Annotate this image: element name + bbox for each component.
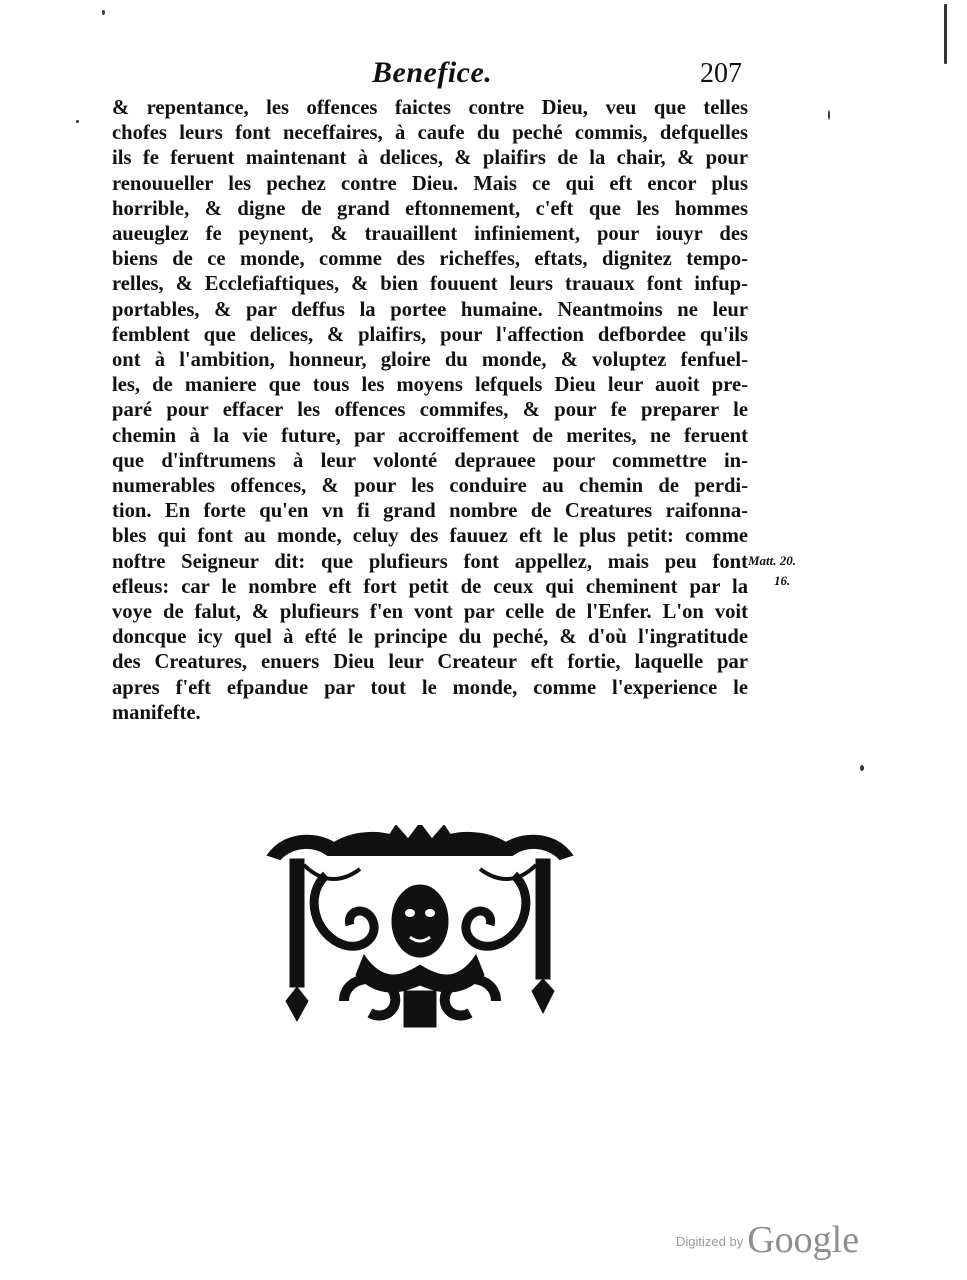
text-line: bles qui font au monde, celuy des fauuez eft le plus petit: comme [112,525,748,548]
digitized-by-google-watermark [676,1218,859,1262]
text-line: portables, & par deffus la portee humaine. Neantmoins ne leur [112,298,748,321]
text-line: femblent que delices, & plaifirs, pour l'affection defbordee qu'ils [112,323,748,346]
citation-line: 16. [774,573,791,588]
text-line: voye de falut, & plufieurs f'en vont par celle de l'Enfer. L'on voit [112,601,748,624]
google-logo: Google [747,1219,860,1261]
scan-speck [102,10,105,15]
text-line: les, de maniere que tous les moyens lefquels Dieu leur auoit pre- [112,374,748,397]
text-line: paré pour effacer les offences commifes, & pour fe preparer le [112,399,748,422]
text-line: tion. En forte qu'en vn fi grand nombre de Creatures raifonna- [112,500,748,523]
text-line: doncque icy quel à efté le principe du peché, & d'où l'ingratitude [112,626,748,649]
citation-line: Matt. 20. [748,553,797,568]
text-line: chemin à la vie future, par accroiffement de merites, ne feruent [112,424,748,447]
text-line: aueuglez fe peynent, & trauaillent infiniement, pour iouyr des [112,223,748,246]
text-line: relles, & Ecclefiaftiques, & bien fouuent leurs trauaux font infup- [112,273,748,296]
text-line: horrible, & digne de grand eftonnement, c'eft que les hommes [112,197,748,220]
text-line: apres f'eft efpandue par tout le monde, comme l'experience le [112,676,748,699]
text-line: & repentance, les offences faictes contre Dieu, veu que telles [112,97,748,119]
scan-edge-mark [944,4,947,64]
running-head-title: Benefice. [372,56,493,89]
text-line: noftre Seigneur dit: que plufieurs font appellez, mais peu font [112,550,748,573]
text-line: numerables offences, & pour les conduire au chemin de perdi- [112,475,748,498]
text-line: renouueller les pechez contre Dieu. Mais ce qui eft encor plus [112,172,748,195]
text-line: que d'inftrumens à leur volonté deprauee pour commettre in- [112,449,748,472]
text-line: chofes leurs font neceffaires, à caufe du peché commis, defquelles [112,122,748,145]
text-line: efleus: car le nombre eft fort petit de ceux qui cheminent par la [112,575,748,598]
scan-speck [76,120,79,123]
text-line: biens de ce monde, comme des richeffes, eftats, dignitez tempo- [112,248,748,271]
page-number: 207 [700,58,742,89]
body-text [112,96,748,726]
text-line: manifefte. [112,701,201,724]
text-line: ils fe feruent maintenant à delices, & plaifirs de la chair, & pour [112,147,748,170]
scan-speck [828,110,830,120]
watermark-prefix: Digitized by [676,1234,744,1249]
decorative-ornament-icon [264,825,576,1031]
text-line: des Creatures, enuers Dieu leur Createur eft fortie, laquelle par [112,651,748,674]
scan-speck [860,765,864,771]
text-line: ont à l'ambition, honneur, gloire du monde, & voluptez fenfuel- [112,349,748,372]
margin-note-citation [748,551,828,591]
